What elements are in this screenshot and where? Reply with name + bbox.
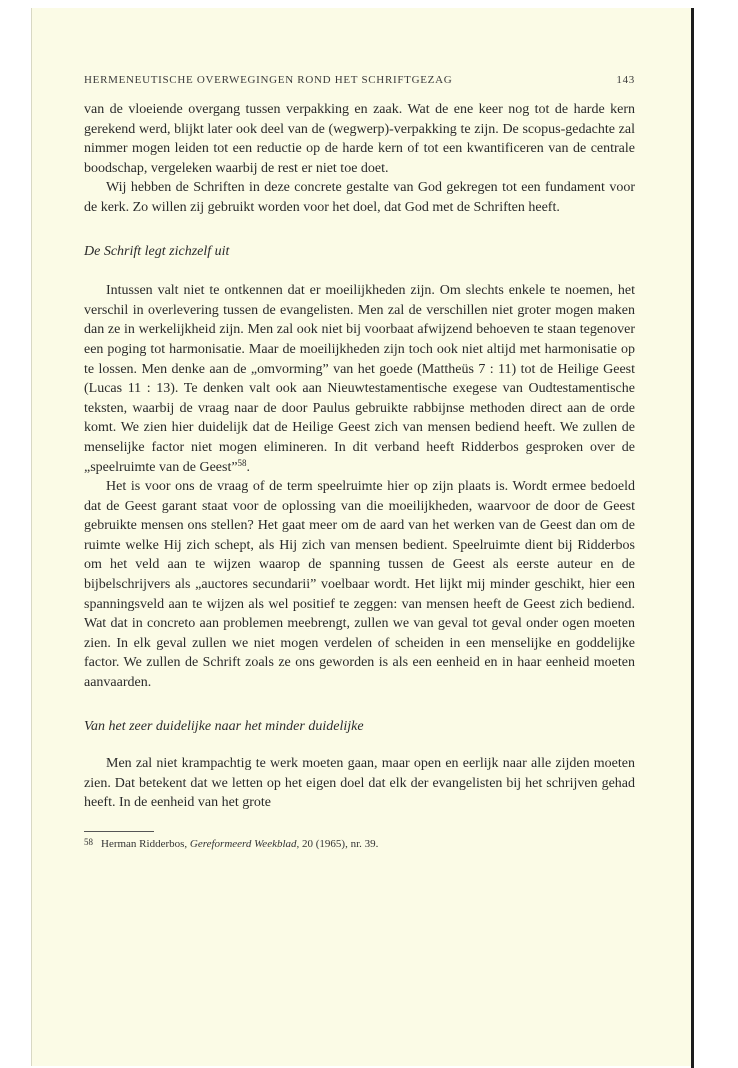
section-heading-2: Van het zeer duidelijke naar het minder duidelijke bbox=[84, 718, 364, 734]
paragraph-4: Het is voor ons de vraag of de term speelruimte hier op zijn plaats is. Wordt ermee bedoeld dat de Geest garant staat voor de oplossing van die moeilijkheden, waarvoor de door de Geest gebruikte mensen ons stellen? Het gaat meer om de aard van het werken van de Geest dan om de ruimte welke Hij zich schept, als Hij zich van mensen bedient. Speelruimte dient bij Ridderbos om het veld aan te wijzen waarop de spanning tussen de Geest als eerste auteur en de bijbelschrijvers als „auctores secundarii” voelbaar wordt. Het lijkt mij minder geschikt, hier een spanningsveld aan te wijzen als wel positief te zeggen: van mensen heeft de Geest zich bediend. Wat dat in concreto aan problemen meebrengt, zullen we van geval tot geval onder ogen moeten zien. In elk geval zullen we niet mogen verdelen of scheiden in een menselijke en goddelijke factor. We zullen de Schrift zoals ze ons geworden is als een eenheid en in haar eenheid moeten aanvaarden. bbox=[84, 479, 635, 691]
page-content bbox=[84, 74, 635, 852]
running-head-title: HERMENEUTISCHE OVERWEGINGEN ROND HET SCHRIFTGEZAG bbox=[84, 74, 453, 86]
section-heading-1: De Schrift legt zichzelf uit bbox=[84, 243, 230, 259]
paragraph-3: Intussen valt niet te ontkennen dat er moeilijkheden zijn. Om slechts enkele te noemen, het verschil in overlevering tussen de evangelisten. Men zal de verschillen niet groter mogen maken dan ze in werkelijkheid zijn. Men zal ook niet bij voorbaat afwijzend behoeven te staan tegenover een poging tot harmonisatie. Maar de moeilijkheden zijn toch ook niet altijd met harmonisatie op te lossen. Men denke aan de „omvorming” van het goede (Mattheüs 7 : 11) tot de Heilige Geest (Lucas 11 : 13). Te denken valt ook aan Nieuwtestamentische exegese van Oudtestamentische teksten, waarbij de vraag naar de door Paulus gebruikte rabbijnse methoden direct aan de orde komt. We zien hier duidelijk dat de Heilige Geest zich van mensen bediend heeft. We zullen de menselijke factor niet mogen elimineren. In dit verband heeft Ridderbos gesproken over de „speelruimte van de Geest”$^{58}$. bbox=[84, 283, 635, 475]
footnote-number: 58 bbox=[84, 837, 93, 847]
footnote-source: Gereformeerd Weekblad, bbox=[189, 838, 300, 850]
paragraph-2: Wij hebben de Schriften in deze concrete gestalte van God gekregen tot een fundament voor de kerk. Zo willen zij gebruikt worden voor het doel, dat God met de Schriften heeft. bbox=[84, 180, 635, 215]
footnote-details: 20 (1965), nr. 39. bbox=[302, 838, 379, 850]
footnote-reference[interactable]: 58 bbox=[237, 457, 247, 468]
footnote-author: Herman Ridderbos, bbox=[101, 838, 188, 850]
page-number: 143 bbox=[616, 74, 635, 86]
paragraph-3-text: Intussen valt niet te ontkennen dat er moeilijkheden zijn. Om slechts enkele te noemen, het verschil in overlevering tussen de evangelisten. Men zal de verschillen niet groter mogen maken dan ze in werkelijkheid zijn. Men zal ook niet bij voorbaat afwijzend behoeven te staan tegenover een poging tot harmonisatie. Maar de moeilijkheden zijn toch ook niet altijd met harmonisatie op te lossen. Men denke aan de „omvorming” van het goede (Mattheüs 7 : 11) tot de Heilige Geest (Lucas 11 : 13). Te denken valt ook aan Nieuwtestamentische exegese van Oudtestamentische teksten, waarbij de vraag naar de door Paulus gebruikte rabbijnse methoden direct aan de orde komt. We zien hier duidelijk dat de Heilige Geest zich van mensen bediend heeft. We zullen de menselijke factor niet mogen elimineren. In dit verband heeft Ridderbos gesproken over de „speelruimte van de Geest” bbox=[84, 283, 635, 475]
footnote-divider bbox=[84, 831, 154, 832]
page-right-edge-shadow bbox=[691, 8, 694, 1068]
page-left-edge bbox=[31, 8, 32, 1066]
paragraph-1: van de vloeiende overgang tussen verpakking en zaak. Wat de ene keer nog tot de harde kern gerekend werd, blijkt later ook deel van de (wegwerp)-verpakking te zijn. De scopus-gedachte zal nimmer mogen leiden tot een reductie op de harde kern of tot een kwantificeren van de centrale boodschap, vergeleken waarbij de rest er niet toe doet. bbox=[84, 102, 635, 176]
footnote bbox=[84, 835, 635, 852]
paragraph-5: Men zal niet krampachtig te werk moeten gaan, maar open en eerlijk naar alle zijden moeten zien. Dat betekent dat we letten op het eigen doel dat elk der evangelisten bij het schrijven gehad heeft. In de eenheid van het grote bbox=[84, 756, 635, 811]
running-head bbox=[84, 74, 635, 100]
